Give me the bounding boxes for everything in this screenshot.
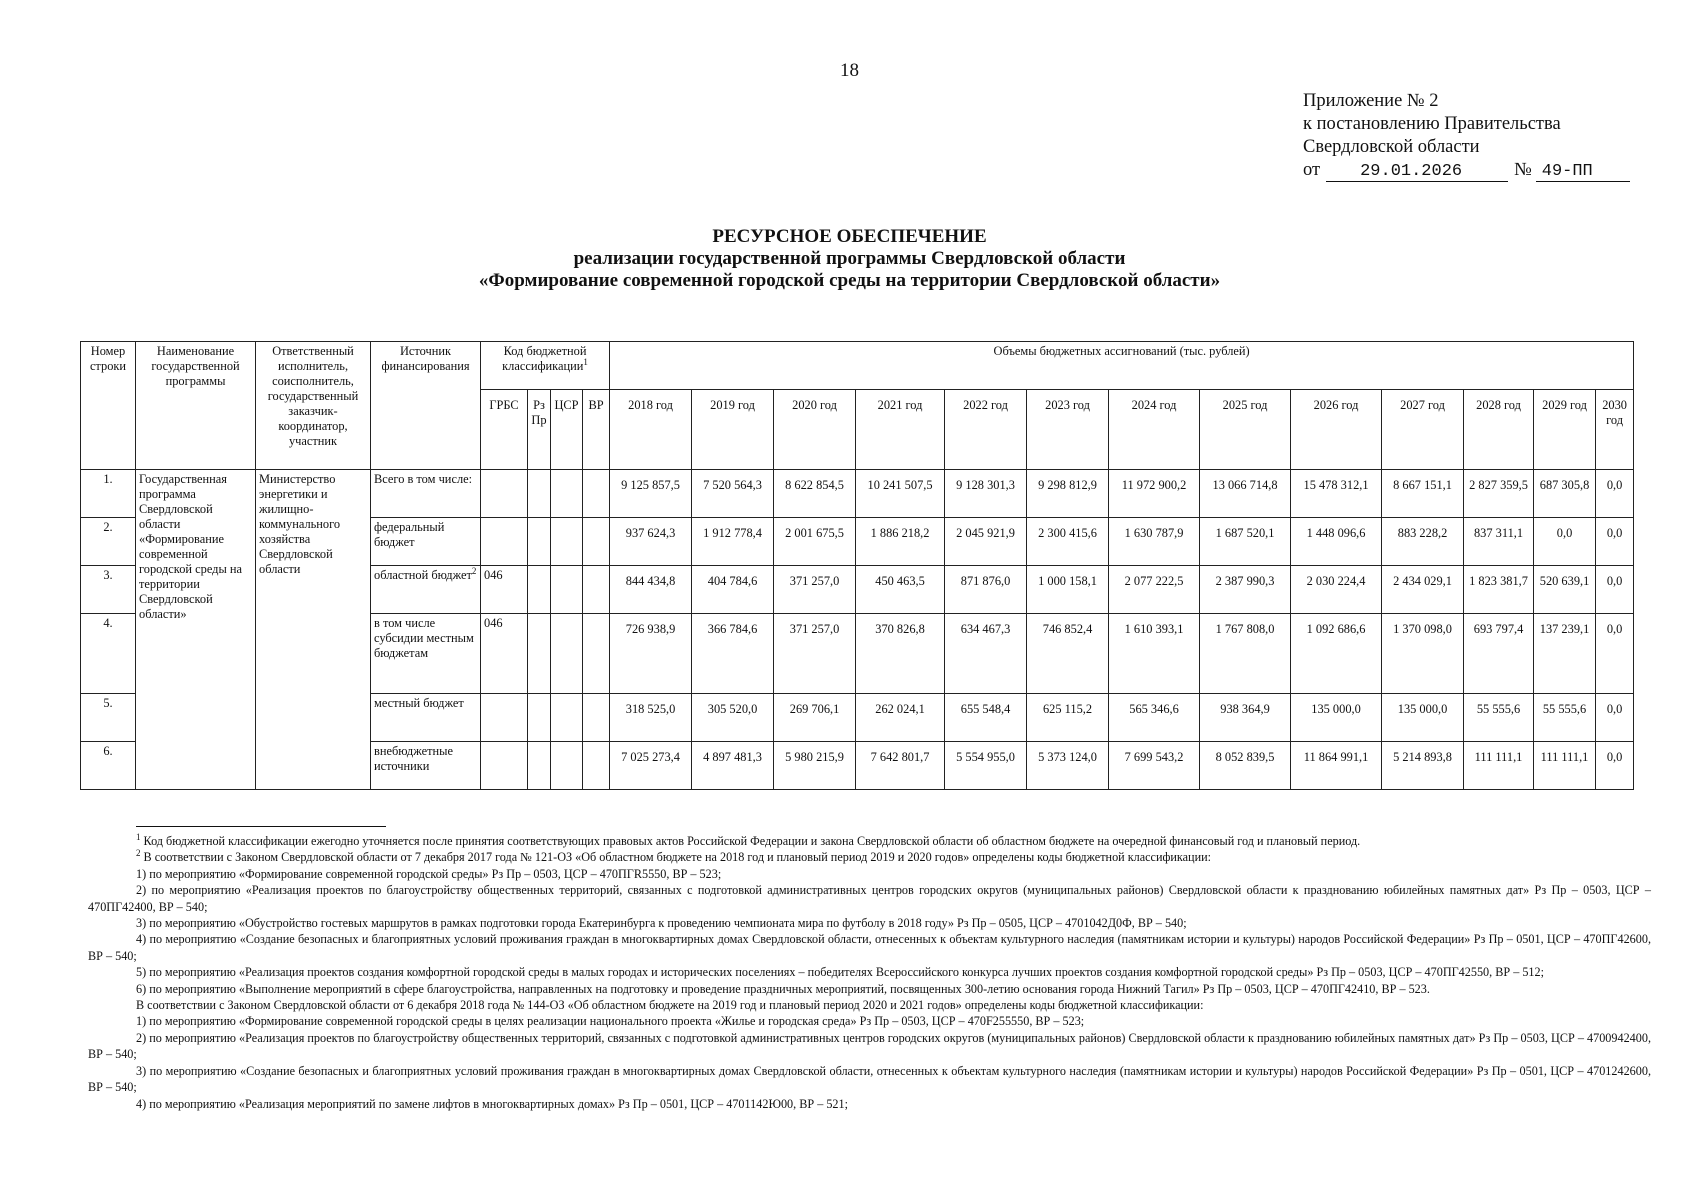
value-cell: 5 554 955,0: [945, 742, 1027, 790]
grbs-cell: 046: [481, 566, 528, 614]
value-cell: 883 228,2: [1382, 518, 1464, 566]
header-year: 2024 год: [1109, 390, 1200, 470]
value-cell: 0,0: [1596, 470, 1634, 518]
footnote-text: 6) по мероприятию «Выполнение мероприятий в сфере благоустройства, направленных на подготовку и проведение праздничных мероприятий, посвященных 300-летию основания города Нижний Тагил» Рз Пр – 0503, ЦСР – 470ПГ42410, ВР – 523.: [136, 981, 1430, 996]
value-cell: 1 610 393,1: [1109, 614, 1200, 694]
value-cell: 1 687 520,1: [1200, 518, 1291, 566]
value-cell: 135 000,0: [1382, 694, 1464, 742]
value-cell: 1 630 787,9: [1109, 518, 1200, 566]
value-cell: 1 767 808,0: [1200, 614, 1291, 694]
footnotes: [88, 826, 1651, 1112]
value-cell: 5 980 215,9: [774, 742, 856, 790]
value-cell: 5 373 124,0: [1027, 742, 1109, 790]
header-year: 2020 год: [774, 390, 856, 470]
funding-source-text: Всего в том числе:: [374, 472, 473, 486]
footnote-text: 3) по мероприятию «Создание безопасных и благоприятных условий проживания граждан в многоквартирных домах Свердловской области, отнесенных к объектам культурного наследия (памятникам истории и культуры) народов Российской Федерации» Рз Пр – 0501, ЦСР – 4701242600, ВР – 540;: [88, 1063, 1651, 1095]
footnote-sup: 1: [136, 831, 141, 842]
csr-cell: [551, 518, 583, 566]
csr-cell: [551, 470, 583, 518]
footnote-text: 2) по мероприятию «Реализация проектов по благоустройству общественных территорий, связанных с подготовкой административных центров городских округов (муниципальных районов) Свердловской области к празднованию юбилейных памятных дат» Рз Пр – 0503, ЦСР – 470ПГ42400, ВР – 540;: [88, 883, 1651, 914]
csr-cell: [551, 566, 583, 614]
value-cell: 7 520 564,3: [692, 470, 774, 518]
value-cell: 11 972 900,2: [1109, 470, 1200, 518]
value-cell: 4 897 481,3: [692, 742, 774, 790]
value-cell: 366 784,6: [692, 614, 774, 694]
funding-source-text: федеральный бюджет: [374, 520, 445, 549]
vr-cell: [583, 694, 610, 742]
funding-source-text: областной бюджет: [374, 568, 472, 582]
value-cell: 137 239,1: [1534, 614, 1596, 694]
value-cell: 726 938,9: [610, 614, 692, 694]
value-cell: 655 548,4: [945, 694, 1027, 742]
row-number: 3.: [81, 566, 136, 614]
value-cell: 9 125 857,5: [610, 470, 692, 518]
value-cell: 0,0: [1596, 614, 1634, 694]
footnote-text: 1) по мероприятию «Формирование современной городской среды» Рз Пр – 0503, ЦСР – 470ПГR5550, ВР – 523;: [136, 866, 722, 881]
rzpr-cell: [528, 470, 551, 518]
value-cell: 693 797,4: [1464, 614, 1534, 694]
value-cell: 0,0: [1534, 518, 1596, 566]
appendix-line-1: Приложение № 2: [1303, 91, 1439, 111]
value-cell: 746 852,4: [1027, 614, 1109, 694]
value-cell: 55 555,6: [1464, 694, 1534, 742]
value-cell: 262 024,1: [856, 694, 945, 742]
value-cell: 318 525,0: [610, 694, 692, 742]
vr-cell: [583, 614, 610, 694]
value-cell: 135 000,0: [1291, 694, 1382, 742]
footnote-text: Код бюджетной классификации ежегодно уточняется после принятия соответствующих правовых актов Российской Федерации и закона Свердловской области об областном бюджете на очередной финансовый год и плановый период.: [140, 834, 1361, 848]
row-number: 1.: [81, 470, 136, 518]
date-prefix: от: [1303, 160, 1321, 180]
footnote-text: В соответствии с Законом Свердловской области от 6 декабря 2018 года № 144-ОЗ «Об областном бюджете на 2019 год и плановый период 2020 и 2021 годов» определены коды бюджетной классификации:: [136, 998, 1204, 1013]
grbs-cell: 046: [481, 614, 528, 694]
value-cell: 9 298 812,9: [1027, 470, 1109, 518]
rzpr-cell: [528, 742, 551, 790]
value-cell: 2 030 224,4: [1291, 566, 1382, 614]
footnote-text: 1) по мероприятию «Формирование современной городской среды в целях реализации национального проекта «Жилье и городская среда» Рз Пр – 0503, ЦСР – 470F255550, ВР – 523;: [136, 1014, 1085, 1029]
resource-table: [80, 341, 1634, 790]
value-cell: 7 025 273,4: [610, 742, 692, 790]
appendix-signature-line: [1303, 159, 1630, 182]
value-cell: 2 077 222,5: [1109, 566, 1200, 614]
decree-number: 49-ПП: [1536, 162, 1630, 182]
rzpr-cell: [528, 566, 551, 614]
value-cell: 5 214 893,8: [1382, 742, 1464, 790]
footnote-item: [88, 915, 1651, 931]
funding-source-cell: [371, 518, 481, 566]
csr-cell: [551, 614, 583, 694]
footnote-item: [88, 833, 1651, 849]
header-year: 2029 год: [1534, 390, 1596, 470]
header-year: 2028 год: [1464, 390, 1534, 470]
header-csr: ЦСР: [551, 390, 583, 470]
value-cell: 937 624,3: [610, 518, 692, 566]
rzpr-cell: [528, 614, 551, 694]
footnote-item: [88, 866, 1651, 882]
footnote-text: 2) по мероприятию «Реализация проектов по благоустройству общественных территорий, связанных с подготовкой административных центров городских округов (муниципальных районов) Свердловской области к празднованию юбилейных памятных дат» Рз Пр – 0503, ЦСР – 4700942400, ВР – 540;: [88, 1030, 1651, 1062]
value-cell: 305 520,0: [692, 694, 774, 742]
program-name-cell: Государственная программа Свердловской области «Формирование современной городской среды на территории Свердловской области»: [136, 470, 256, 790]
value-cell: 1 448 096,6: [1291, 518, 1382, 566]
footnote-rule: [136, 826, 386, 827]
value-cell: 15 478 312,1: [1291, 470, 1382, 518]
footnote-list: [88, 833, 1651, 1112]
value-cell: 370 826,8: [856, 614, 945, 694]
footnote-item: [88, 1013, 1651, 1029]
row-number: 4.: [81, 614, 136, 694]
row-number: 6.: [81, 742, 136, 790]
value-cell: 7 699 543,2: [1109, 742, 1200, 790]
footnote-item: [88, 1030, 1651, 1063]
value-cell: 1 092 686,6: [1291, 614, 1382, 694]
value-cell: 837 311,1: [1464, 518, 1534, 566]
footnote-item: [88, 1096, 1651, 1112]
value-cell: 1 370 098,0: [1382, 614, 1464, 694]
title-line-2: реализации государственной программы Свердловской области: [573, 248, 1126, 269]
value-cell: 938 364,9: [1200, 694, 1291, 742]
funding-source-cell: [371, 694, 481, 742]
value-cell: 1 823 381,7: [1464, 566, 1534, 614]
funding-source-cell: [371, 470, 481, 518]
value-cell: 2 827 359,5: [1464, 470, 1534, 518]
value-cell: 10 241 507,5: [856, 470, 945, 518]
value-cell: 1 000 158,1: [1027, 566, 1109, 614]
value-cell: 565 346,6: [1109, 694, 1200, 742]
grbs-cell: [481, 742, 528, 790]
header-budget-code-sup: 1: [583, 356, 588, 367]
header-executor: Ответственный исполнитель, соисполнитель, государственный заказчик-координатор, участник: [256, 342, 371, 470]
value-cell: 371 257,0: [774, 566, 856, 614]
row-number: 2.: [81, 518, 136, 566]
header-year: 2026 год: [1291, 390, 1382, 470]
header-year: 2019 год: [692, 390, 774, 470]
value-cell: 0,0: [1596, 518, 1634, 566]
value-cell: 8 667 151,1: [1382, 470, 1464, 518]
value-cell: 0,0: [1596, 566, 1634, 614]
value-cell: 0,0: [1596, 694, 1634, 742]
header-budget-code-text: Код бюджетной классификации: [502, 344, 587, 373]
appendix-block: [1303, 90, 1630, 182]
value-cell: 687 305,8: [1534, 470, 1596, 518]
value-cell: 13 066 714,8: [1200, 470, 1291, 518]
header-grbs: ГРБС: [481, 390, 528, 470]
appendix-line-3: Свердловской области: [1303, 137, 1480, 157]
header-year: 2030 год: [1596, 390, 1634, 470]
value-cell: 2 045 921,9: [945, 518, 1027, 566]
header-year: 2022 год: [945, 390, 1027, 470]
value-cell: 625 115,2: [1027, 694, 1109, 742]
footnote-item: [88, 997, 1651, 1013]
value-cell: 269 706,1: [774, 694, 856, 742]
funding-source-sup: 2: [471, 565, 477, 576]
footnote-text: 4) по мероприятию «Создание безопасных и благоприятных условий проживания граждан в многоквартирных домах Свердловской области, отнесенных к объектам культурного наследия (памятникам истории и культуры) народов Российской Федерации» Рз Пр – 0501, ЦСР – 470ПГ42600, ВР – 540;: [88, 932, 1651, 963]
footnote-item: [88, 882, 1651, 915]
header-budget-code: [481, 342, 610, 390]
page-number: 18: [840, 60, 859, 81]
funding-source-cell: [371, 614, 481, 694]
value-cell: 55 555,6: [1534, 694, 1596, 742]
title-line-3: «Формирование современной городской среды на территории Свердловской области»: [478, 270, 1221, 291]
grbs-cell: [481, 470, 528, 518]
header-year: 2023 год: [1027, 390, 1109, 470]
value-cell: 2 387 990,3: [1200, 566, 1291, 614]
vr-cell: [583, 566, 610, 614]
value-cell: 450 463,5: [856, 566, 945, 614]
value-cell: 11 864 991,1: [1291, 742, 1382, 790]
table-row: [81, 470, 1634, 518]
grbs-cell: [481, 518, 528, 566]
rzpr-cell: [528, 518, 551, 566]
value-cell: 844 434,8: [610, 566, 692, 614]
header-year: 2027 год: [1382, 390, 1464, 470]
funding-source-text: в том числе субсидии местным бюджетам: [374, 616, 474, 660]
vr-cell: [583, 742, 610, 790]
footnote-text: 3) по мероприятию «Обустройство гостевых маршрутов в рамках подготовки города Екатеринбурга к проведению чемпионата мира по футболу в 2018 году» Рз Пр – 0505, ЦСР – 4701042Д0Ф, ВР – 540;: [136, 916, 1187, 931]
footnote-item: [88, 1063, 1651, 1096]
decree-date: 29.01.2026: [1326, 162, 1508, 182]
value-cell: 9 128 301,3: [945, 470, 1027, 518]
csr-cell: [551, 694, 583, 742]
header-program-name: Наименование государственной программы: [136, 342, 256, 470]
header-rzpr: Рз Пр: [528, 390, 551, 470]
value-cell: 634 467,3: [945, 614, 1027, 694]
value-cell: 520 639,1: [1534, 566, 1596, 614]
footnote-item: [88, 931, 1651, 964]
vr-cell: [583, 470, 610, 518]
header-row-number: Номер строки: [81, 342, 136, 470]
header-year: 2025 год: [1200, 390, 1291, 470]
header-volumes: Объемы бюджетных ассигнований (тыс. рублей): [610, 342, 1634, 390]
footnote-item: [88, 849, 1651, 865]
value-cell: 7 642 801,7: [856, 742, 945, 790]
header-year: 2021 год: [856, 390, 945, 470]
funding-source-text: местный бюджет: [374, 696, 464, 710]
footnote-text: 4) по мероприятию «Реализация мероприятий по замене лифтов в многоквартирных домах» Рз Пр – 0501, ЦСР – 4701142Ю00, ВР – 521;: [136, 1096, 849, 1111]
funding-source-text: внебюджетные источники: [374, 744, 453, 773]
value-cell: 0,0: [1596, 742, 1634, 790]
number-prefix: №: [1514, 160, 1532, 180]
footnote-sup: 2: [136, 848, 141, 859]
value-cell: 111 111,1: [1464, 742, 1534, 790]
grbs-cell: [481, 694, 528, 742]
value-cell: 111 111,1: [1534, 742, 1596, 790]
footnote-item: [88, 964, 1651, 980]
value-cell: 2 001 675,5: [774, 518, 856, 566]
executor-cell: Министерство энергетики и жилищно-коммунального хозяйства Свердловской области: [256, 470, 371, 790]
row-number: 5.: [81, 694, 136, 742]
value-cell: 404 784,6: [692, 566, 774, 614]
vr-cell: [583, 518, 610, 566]
header-vr: ВР: [583, 390, 610, 470]
appendix-line-2: к постановлению Правительства: [1303, 114, 1561, 134]
funding-source-cell: [371, 566, 481, 614]
rzpr-cell: [528, 694, 551, 742]
header-year: 2018 год: [610, 390, 692, 470]
value-cell: 8 052 839,5: [1200, 742, 1291, 790]
value-cell: 871 876,0: [945, 566, 1027, 614]
footnote-text: 5) по мероприятию «Реализация проектов создания комфортной городской среды в малых городах и исторических поселениях – победителях Всероссийского конкурса лучших проектов создания комфортной городской среды» Рз Пр – 0503, ЦСР – 470ПГ42550, ВР – 512;: [136, 965, 1544, 980]
value-cell: 1 886 218,2: [856, 518, 945, 566]
csr-cell: [551, 742, 583, 790]
funding-source-cell: [371, 742, 481, 790]
document-title: [0, 226, 1699, 292]
footnote-item: [88, 981, 1651, 997]
value-cell: 2 434 029,1: [1382, 566, 1464, 614]
value-cell: 371 257,0: [774, 614, 856, 694]
header-funding-source: Источник финансирования: [371, 342, 481, 470]
value-cell: 8 622 854,5: [774, 470, 856, 518]
title-line-1: РЕСУРСНОЕ ОБЕСПЕЧЕНИЕ: [712, 226, 987, 247]
value-cell: 2 300 415,6: [1027, 518, 1109, 566]
value-cell: 1 912 778,4: [692, 518, 774, 566]
footnote-text: В соответствии с Законом Свердловской области от 7 декабря 2017 года № 121-ОЗ «Об областном бюджете на 2018 год и плановый период 2019 и 2020 годов» определены коды бюджетной классификации:: [140, 850, 1212, 865]
